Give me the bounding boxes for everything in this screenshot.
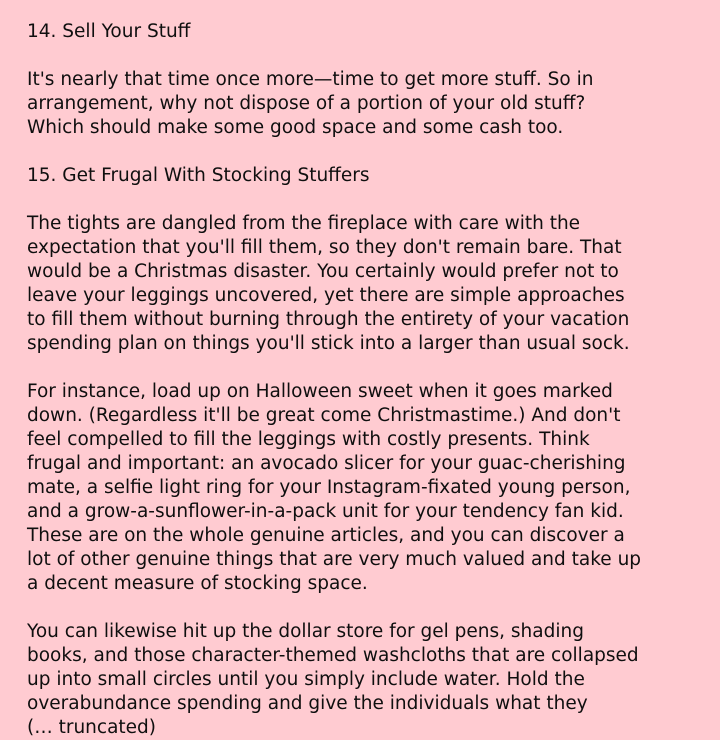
paragraph-line: would be a Christmas disaster. You certainly would prefer not to [27,261,619,282]
paragraph-line: Which should make some good space and some cash too. [27,117,564,138]
paragraph-line: down. (Regardless it'll be great come Christmastime.) And don't [27,405,621,426]
paragraph-line-cut: (… truncated) [27,717,157,738]
paragraph-line: feel compelled to fill the leggings with costly presents. Think [27,429,590,450]
paragraph-line: You can likewise hit up the dollar store for gel pens, shading [27,621,584,642]
paragraph-line: For instance, load up on Halloween sweet when it goes marked [27,381,613,402]
paragraph-line: overabundance spending and give the individuals what they [27,693,588,714]
paragraph-line: to fill them without burning through the entirety of your vacation [27,309,630,330]
paragraph-line: a decent measure of stocking space. [27,573,368,594]
paragraph-line: books, and those character-themed washcloths that are collapsed [27,645,639,666]
paragraph-line: up into small circles until you simply include water. Hold the [27,669,585,690]
section-heading: 14. Sell Your Stuff [27,21,191,42]
paragraph-line: spending plan on things you'll stick into a larger than usual sock. [27,333,630,354]
paragraph-line: frugal and important: an avocado slicer for your guac-cherishing [27,453,626,474]
paragraph-line: and a grow-a-sunflower-in-a-pack unit for your tendency fan kid. [27,501,624,522]
paragraph-line: arrangement, why not dispose of a portion of your old stuff? [27,93,586,114]
paragraph-line: mate, a selfie light ring for your Instagram-fixated young person, [27,477,631,498]
paragraph-line: lot of other genuine things that are very much valued and take up [27,549,642,570]
paragraph-line: expectation that you'll fill them, so they don't remain bare. That [27,237,622,258]
paragraph-line: The tights are dangled from the fireplace with care with the [27,213,581,234]
paragraph-line: It's nearly that time once more—time to get more stuff. So in [27,69,594,90]
section-heading: 15. Get Frugal With Stocking Stuffers [27,165,370,186]
paragraph-line: leave your leggings uncovered, yet there are simple approaches [27,285,625,306]
paragraph-line: These are on the whole genuine articles, and you can discover a [27,525,625,546]
